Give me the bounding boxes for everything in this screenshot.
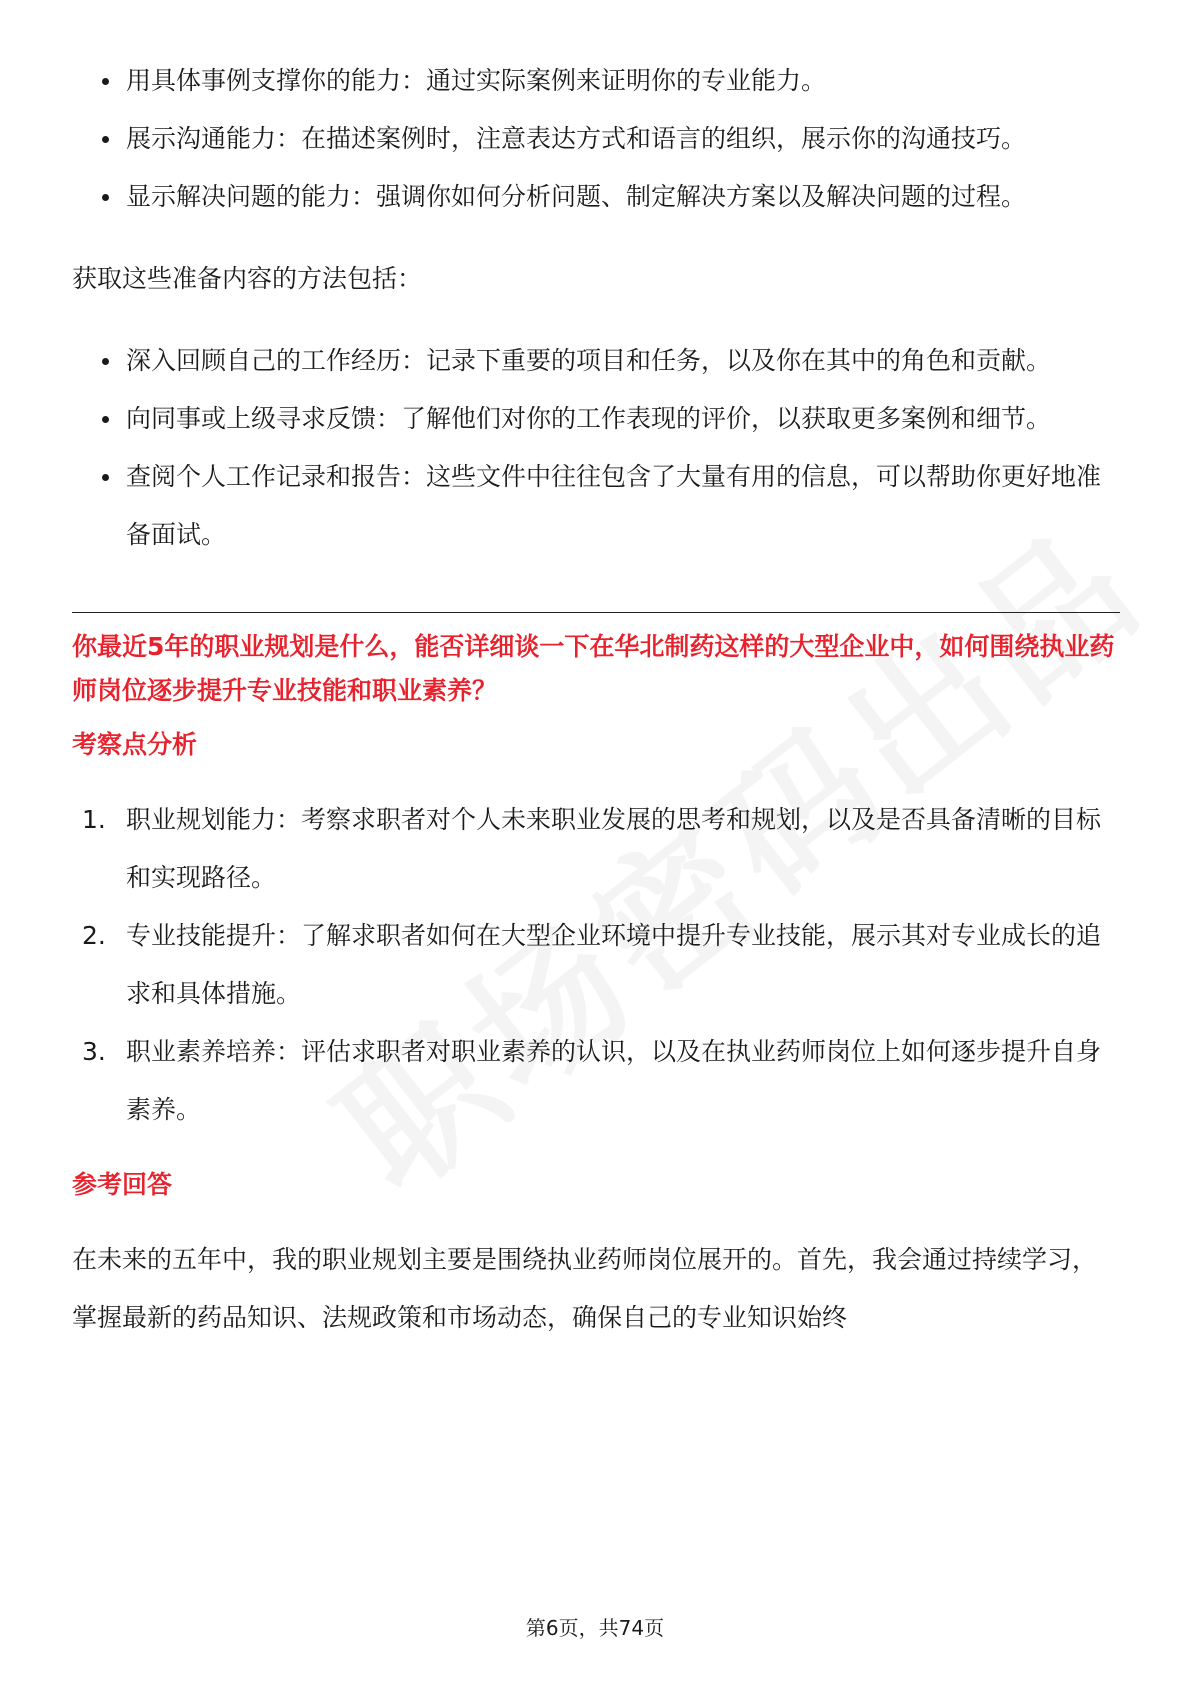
item-text: 专业技能提升：了解求职者如何在大型企业环境中提升专业技能，展示其对专业成长的追求和具体措施。 bbox=[126, 921, 1102, 1008]
analysis-list bbox=[72, 791, 1120, 1139]
list-item: 展示沟通能力：在描述案例时，注意表达方式和语言的组织，展示你的沟通技巧。 bbox=[72, 110, 1120, 168]
list-item: 向同事或上级寻求反馈：了解他们对你的工作表现的评价，以获取更多案例和细节。 bbox=[72, 390, 1120, 448]
list-item: 深入回顾自己的工作经历：记录下重要的项目和任务，以及你在其中的角色和贡献。 bbox=[72, 332, 1120, 390]
list-item bbox=[72, 791, 1120, 907]
methods-bullet-list bbox=[72, 332, 1120, 564]
answer-heading: 参考回答 bbox=[72, 1170, 173, 1199]
list-item bbox=[72, 1023, 1120, 1139]
section-divider bbox=[72, 612, 1120, 613]
list-item bbox=[72, 907, 1120, 1023]
list-item: 显示解决问题的能力：强调你如何分析问题、制定解决方案以及解决问题的过程。 bbox=[72, 168, 1120, 226]
methods-intro: 获取这些准备内容的方法包括： bbox=[72, 264, 423, 293]
item-number: 3. bbox=[82, 1037, 106, 1066]
page-number: 第6页，共74页 bbox=[525, 1616, 665, 1640]
interview-question: 你最近5年的职业规划是什么，能否详细谈一下在华北制药这样的大型企业中，如何围绕执业药师岗位逐步提升专业技能和职业素养？ bbox=[72, 632, 1115, 705]
item-text: 职业素养培养：评估求职者对职业素养的认识，以及在执业药师岗位上如何逐步提升自身素养。 bbox=[126, 1037, 1102, 1124]
answer-text: 在未来的五年中，我的职业规划主要是围绕执业药师岗位展开的。首先，我会通过持续学习，掌握最新的药品知识、法规政策和市场动态，确保自己的专业知识始终 bbox=[72, 1245, 1098, 1332]
item-number: 1. bbox=[82, 805, 106, 834]
item-text: 职业规划能力：考察求职者对个人未来职业发展的思考和规划，以及是否具备清晰的目标和实现路径。 bbox=[126, 805, 1102, 892]
page-content bbox=[72, 52, 1120, 1347]
item-number: 2. bbox=[82, 921, 106, 950]
prep-bullet-list bbox=[72, 52, 1120, 226]
list-item: 用具体事例支撑你的能力：通过实际案例来证明你的专业能力。 bbox=[72, 52, 1120, 110]
analysis-heading: 考察点分析 bbox=[72, 730, 198, 759]
list-item: 查阅个人工作记录和报告：这些文件中往往包含了大量有用的信息，可以帮助你更好地准备面试。 bbox=[72, 448, 1120, 564]
